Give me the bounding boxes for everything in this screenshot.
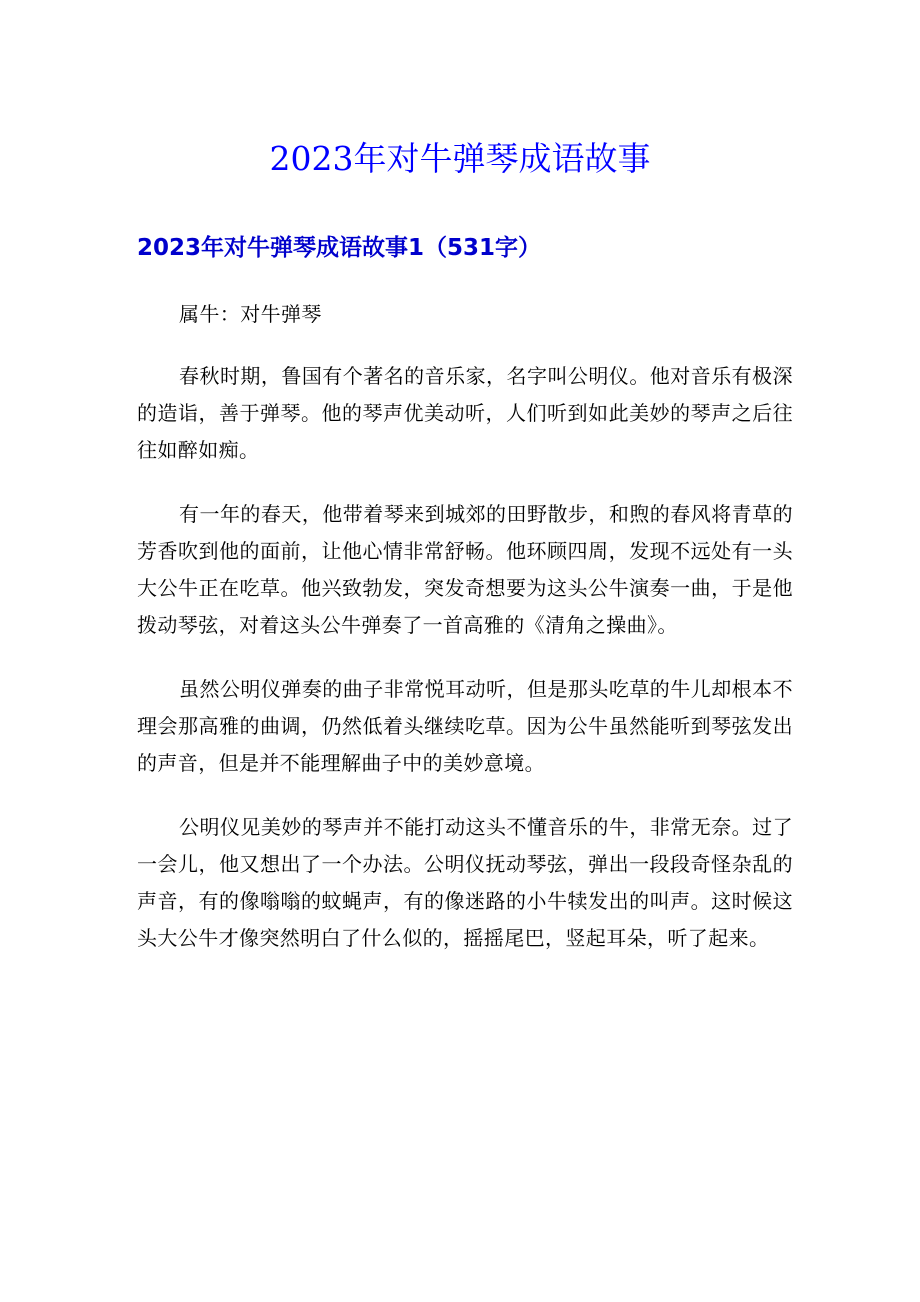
paragraph-4: 公明仪见美妙的琴声并不能打动这头不懂音乐的牛，非常无奈。过了一会儿，他又想出了一个办法。公明仪抚动琴弦，弹出一段段奇怪杂乱的声音，有的像嗡嗡的蚊蝇声，有的像迷路的小牛犊发出的叫声。这时候这头大公牛才像突然明白了什么似的，摇摇尾巴，竖起耳朵，听了起来。: [137, 815, 793, 950]
paragraph-2: 有一年的春天，他带着琴来到城郊的田野散步，和煦的春风将青草的芳香吹到他的面前，让他心情非常舒畅。他环顾四周，发现不远处有一头大公牛正在吃草。他兴致勃发，突发奇想要为这头公牛演奏一曲，于是他拨动琴弦，对着这头公牛弹奏了一首高雅的《清角之操曲》。: [137, 502, 793, 637]
document-title: 2023年对牛弹琴成语故事: [269, 139, 651, 178]
body-text: [137, 296, 793, 984]
paragraph-3: 虽然公明仪弹奏的曲子非常悦耳动听，但是那头吃草的牛儿却根本不理会那高雅的曲调，仍然低着头继续吃草。因为公牛虽然能听到琴弦发出的声音，但是并不能理解曲子中的美妙意境。: [137, 677, 793, 775]
section-heading: 2023年对牛弹琴成语故事1（531字）: [137, 235, 542, 261]
paragraph-subtitle: 属牛：对牛弹琴: [179, 302, 322, 326]
paragraph-1: 春秋时期，鲁国有个著名的音乐家，名字叫公明仪。他对音乐有极深的造诣，善于弹琴。他的琴声优美动听，人们听到如此美妙的琴声之后往往如醉如痴。: [137, 364, 793, 462]
